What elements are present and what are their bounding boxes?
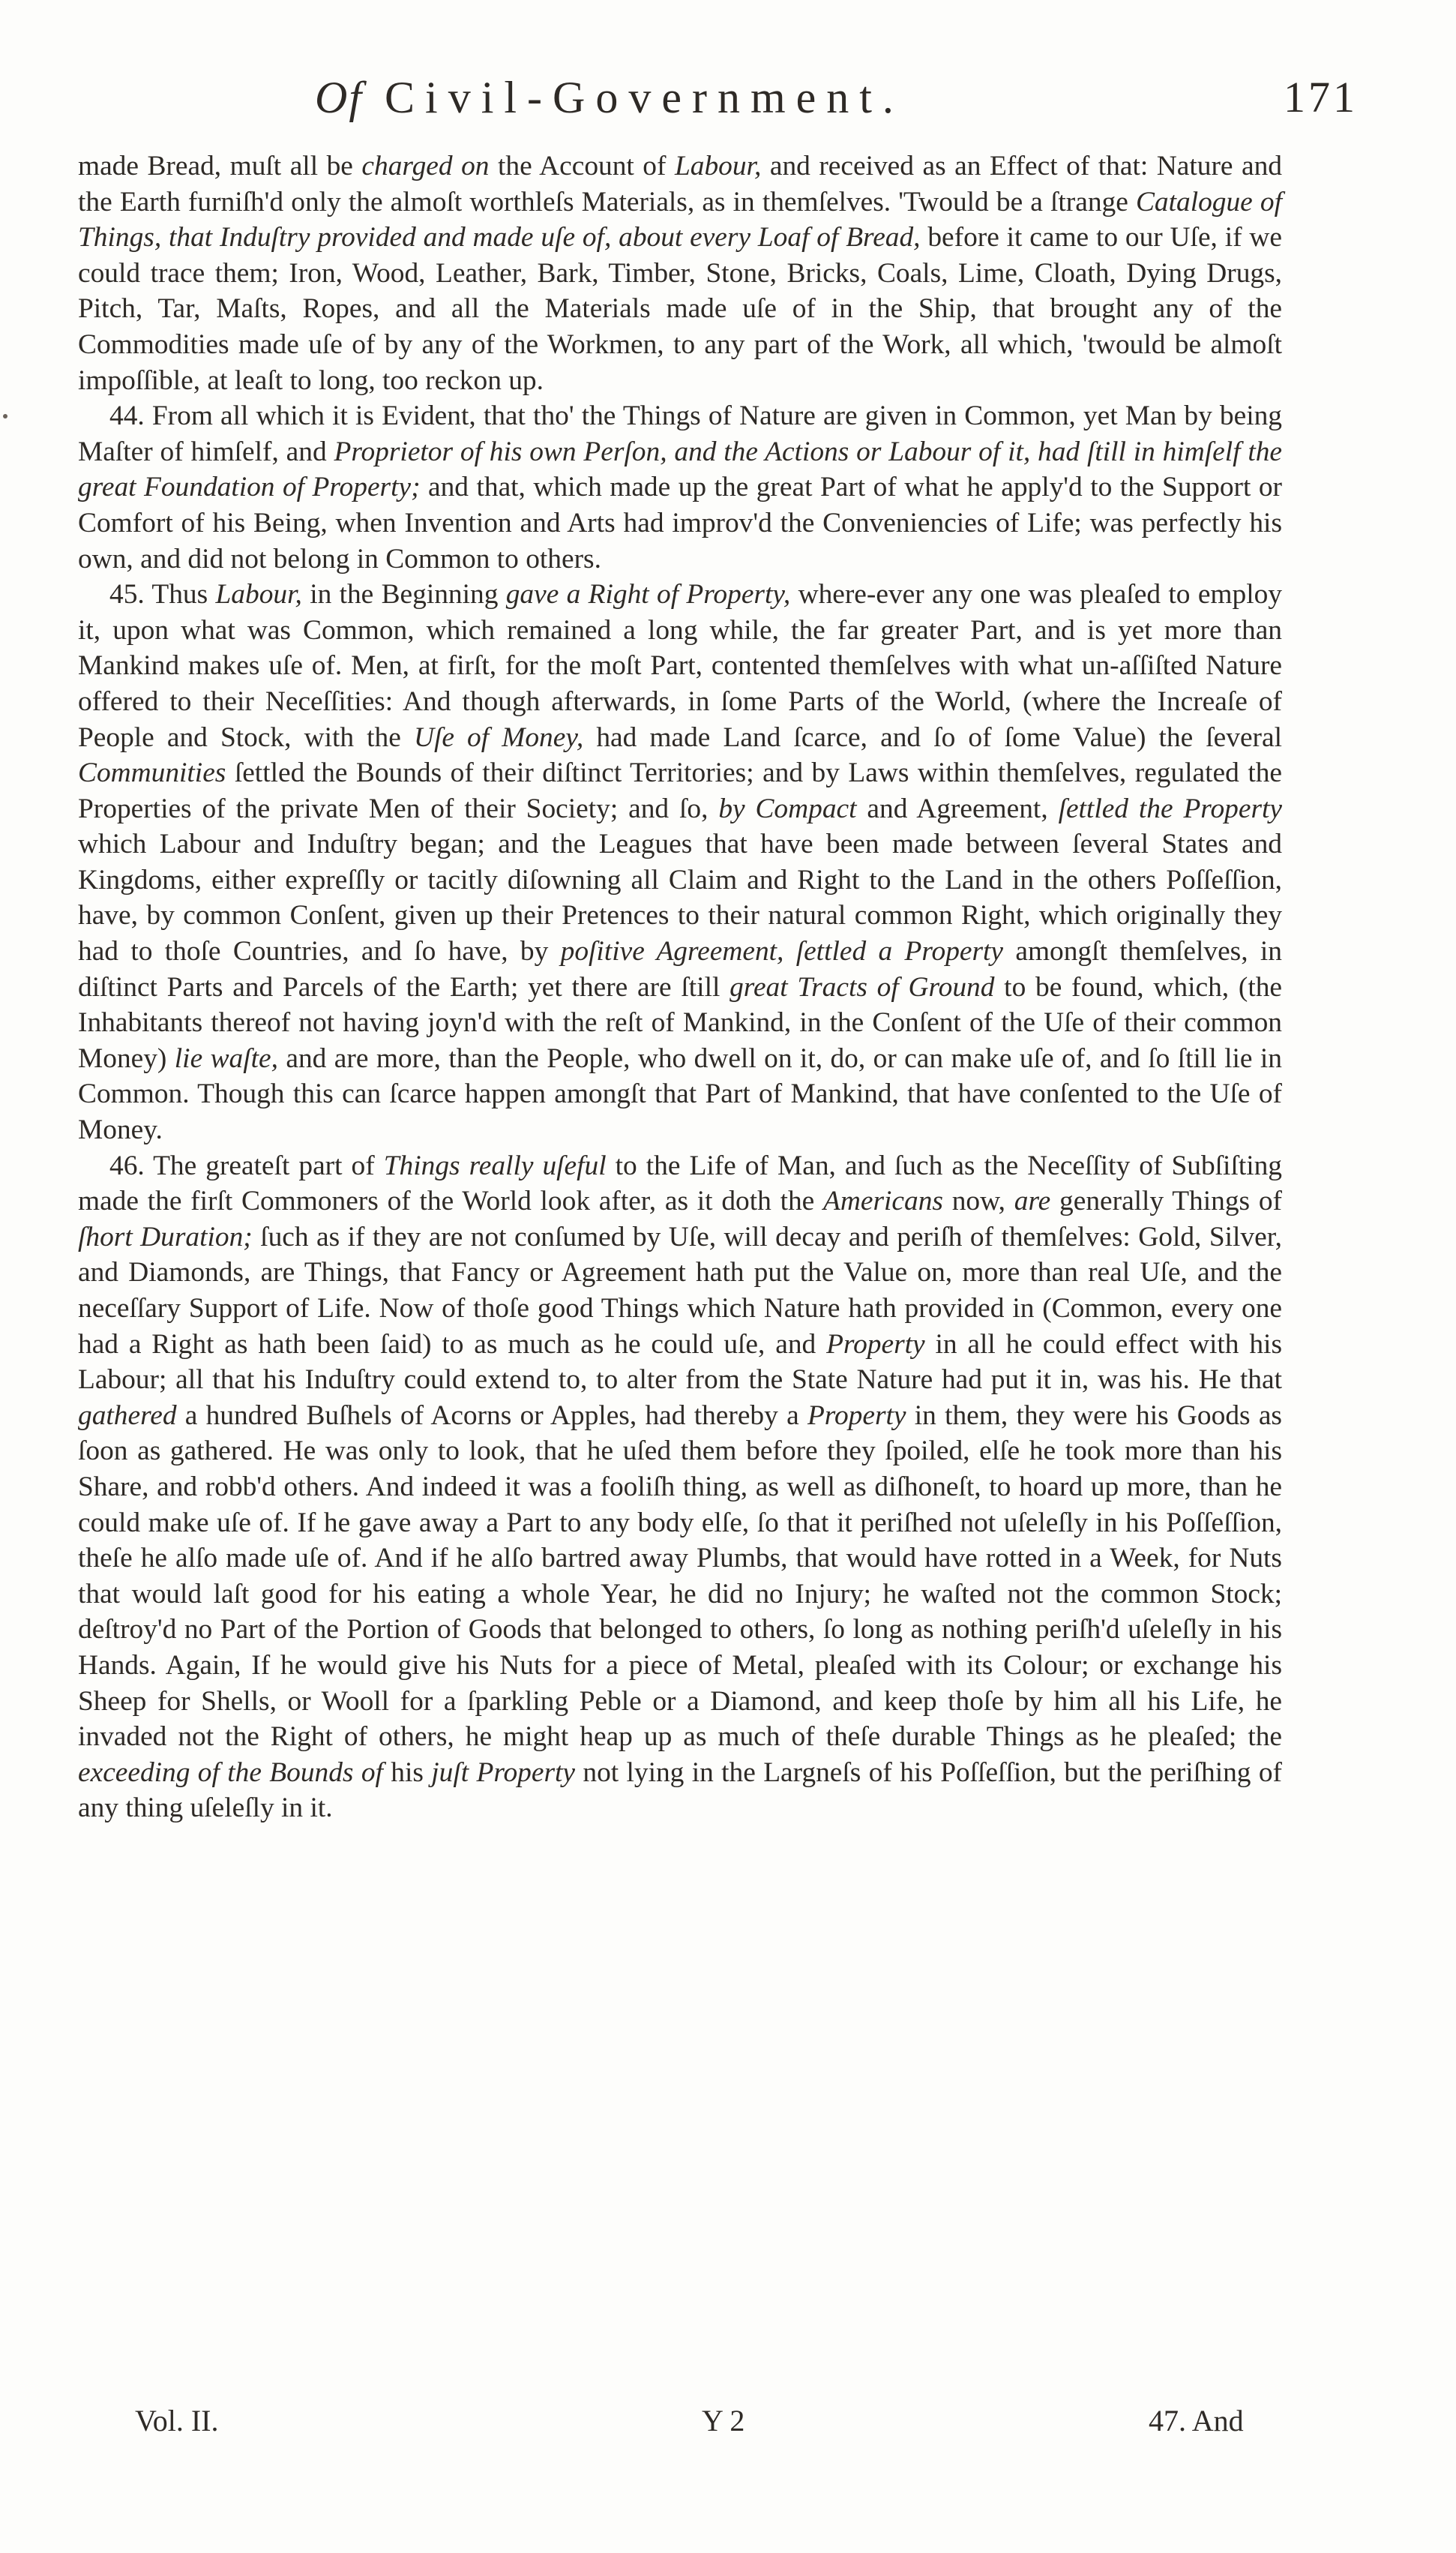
text-run: ſuch as if they are not conſumed by Uſe, will decay and periſh of themſelves: Gold, Silver, and Diamonds, are Things, that Fancy or Agreement hath put the Value on, more than real Uſe, and the neceſſary Support of Life. Now of thoſe good Things which Nature hath provided in (Common, every one had a Right as hath been ſaid) to as much as he could uſe, and xyxy=(78,1221,1282,1360)
running-title-main: Civil-Government. xyxy=(385,73,904,122)
page-number: 171 xyxy=(1284,73,1358,122)
text-run: and received as an Effect of that: Nature and the Earth furniſh'd only the almoſt worthleſs Materials, as in themſelves. 'Twould be a ſtrange xyxy=(78,151,1282,218)
text-run: generally Things of xyxy=(1050,1186,1282,1217)
text-run: 46. The greateſt part of xyxy=(109,1150,384,1181)
text-run: now, xyxy=(942,1186,1014,1217)
text-run: to be found, which, (the Inhabitants thereof not having joyn'd with the reſt of Mankind, in the Conſent of the Uſe of their common Money) xyxy=(78,971,1282,1074)
italic-run: Property xyxy=(826,1328,925,1360)
text-run: to the Life of Man, and ſuch as the Neceſſity of Subſiſting made the firſt Commoners of the World look after, as it doth the xyxy=(78,1150,1282,1217)
italic-run: juſt Property xyxy=(431,1756,576,1788)
italic-run: ſettled the Property xyxy=(1058,793,1282,824)
text-run: ſettled the Bounds of their diſtinct Territories; and by Laws within themſelves, regulated the Properties of the private Men of their Society; and ſo, xyxy=(78,758,1282,824)
text-run: had made Land ſcarce, and ſo of ſome Value) the ſeveral xyxy=(583,722,1282,753)
italic-run: ſhort Duration; xyxy=(78,1221,253,1252)
text-run: not lying in the Largneſs of his Poſſeſſion, but the periſhing of any thing uſeleſly in it. xyxy=(78,1756,1282,1824)
running-title-prefix: Of xyxy=(315,73,363,122)
text-run: in them, they were his Goods as ſoon as gathered. He was only to look, that he uſed them before they ſpoiled, elſe he took more than his Share, and robb'd others. And indeed it was a fooliſh thing, as well as diſhoneſt, to hoard up more, than he could make uſe of. If he gave away a Part to any body elſe, ſo that it periſhed not uſeleſly in his Poſſeſſion, theſe he alſo made uſe of. And if he alſo bartred away Plumbs, that would have rotted in a Week, for Nuts that would laſt good for his eating a whole Year, he did no Injury; he waſted not the common Stock; deſtroy'd no Part of the Portion of Goods that belonged to others, ſo long as nothing periſh'd uſeleſly in his Hands. Again, If he would give his Nuts for a piece of Metal, pleaſed with its Colour; or exchange his Sheep for Shells, or Wooll for a ſparkling Peble or a Diamond, and keep thoſe by him all his Life, he invaded not the Right of others, he might heap up as much of theſe durable Things as he pleaſed; the xyxy=(78,1400,1282,1753)
italic-run: Americans xyxy=(823,1186,943,1217)
paragraph-44 xyxy=(78,398,1282,577)
italic-run: gave a Right of Property, xyxy=(505,579,791,610)
text-run: made Bread, muſt all be xyxy=(78,151,362,182)
italic-run: Things really uſeful xyxy=(383,1150,607,1181)
paragraph-45 xyxy=(78,577,1282,1148)
text-run: in the Beginning xyxy=(301,579,506,610)
text-run: before it came to our Uſe, if we could trace them; Iron, Wood, Leather, Bark, Timber, Stone, Bricks, Coals, Lime, Cloath, Dying Drugs, Pitch, Tar, Maſts, Ropes, and all the Materials made uſe of in the Ship, that brought any of the Commodities made uſe of by any of the Workmen, to any part of the Work, all which, 'twould be almoſt impoſſible, at leaſt to long, too reckon up. xyxy=(78,222,1282,396)
text-run: and are more, than the People, who dwell on it, do, or can make uſe of, and ſo ſtill lie in Common. Though this can ſcarce happen amongſt that Part of Mankind, that have conſented to the Uſe of Money. xyxy=(78,1042,1282,1146)
running-header xyxy=(0,72,1456,140)
italic-run: Labour, xyxy=(215,579,302,610)
page-footer xyxy=(0,2403,1456,2456)
italic-run: poſitive Agreement, ſettled a Property xyxy=(560,936,1004,968)
catchword: 47. And xyxy=(1149,2404,1244,2438)
italic-run: great Tracts of Ground xyxy=(729,971,995,1003)
italic-run: lie waſte, xyxy=(174,1042,278,1074)
text-run: where-ever any one was pleaſed to employ it, upon what was Common, which remained a long while, the far greater Part, and is yet more than Mankind makes uſe of. Men, at firſt, for the moſt Part, contented themſelves with what un-aſſiſted Nature offered to their Neceſſities: And though afterwards, in ſome Parts of the World, (where the Increaſe of People and Stock, with the xyxy=(78,579,1282,753)
italic-run: Catalogue of Things, that Induſtry provided and made uſe of, about every Loaf of Bread, xyxy=(78,186,1282,254)
italic-run: exceeding of the Bounds of xyxy=(78,1756,383,1788)
italic-run: Proprietor of his own Perſon, and the Actions or Labour of it, had ſtill in himſelf the great Foundation of Property; xyxy=(78,436,1283,503)
italic-run: gathered xyxy=(78,1400,177,1431)
text-run: and that, which made up the great Part of what he apply'd to the Support or Comfort of his Being, when Invention and Arts had improv'd the Conveniencies of Life; was perfectly his own, and did not belong in Common to others. xyxy=(78,472,1282,574)
ink-speck xyxy=(3,414,7,418)
italic-run: charged on xyxy=(361,151,490,182)
body-text xyxy=(78,148,1282,1826)
text-run: and Agreement, xyxy=(856,793,1059,824)
volume-label: Vol. II. xyxy=(135,2404,219,2438)
italic-run: Labour, xyxy=(674,151,762,182)
text-run: 45. Thus xyxy=(109,579,216,610)
paragraph-46 xyxy=(78,1148,1282,1826)
text-run: a hundred Buſhels of Acorns or Apples, had thereby a xyxy=(176,1400,807,1431)
text-run: which Labour and Induſtry began; and the Leagues that have been made between ſeveral States and Kingdoms, either expreſſly or tacitly diſowning all Claim and Right to the Land in the others Poſſeſſion, have, by common Conſent, given up their Pretences to their natural common Right, which originally they had to thoſe Countries, and ſo have, by xyxy=(78,829,1282,968)
text-run: his xyxy=(382,1756,432,1788)
text-run: the Account of xyxy=(489,151,675,182)
italic-run: Communities xyxy=(78,758,226,789)
italic-run: by Compact xyxy=(718,793,857,824)
signature-mark: Y 2 xyxy=(702,2404,745,2438)
italic-run: Uſe of Money, xyxy=(413,722,584,753)
italic-run: Property xyxy=(807,1400,906,1431)
text-run: 44. From all which it is Evident, that tho' the Things of Nature are given in Common, yet Man by being Maſter of himſelf, and xyxy=(78,400,1282,467)
text-run: in all he could effect with his Labour; all that his Induſtry could extend to, to alter from the State Nature had put it in, was his. He that xyxy=(78,1328,1282,1396)
italic-run: are xyxy=(1014,1186,1051,1217)
paragraph-continuation xyxy=(78,148,1282,398)
text-run: amongſt themſelves, in diſtinct Parts and Parcels of the Earth; yet there are ſtill xyxy=(78,936,1282,1003)
running-title xyxy=(315,72,904,124)
